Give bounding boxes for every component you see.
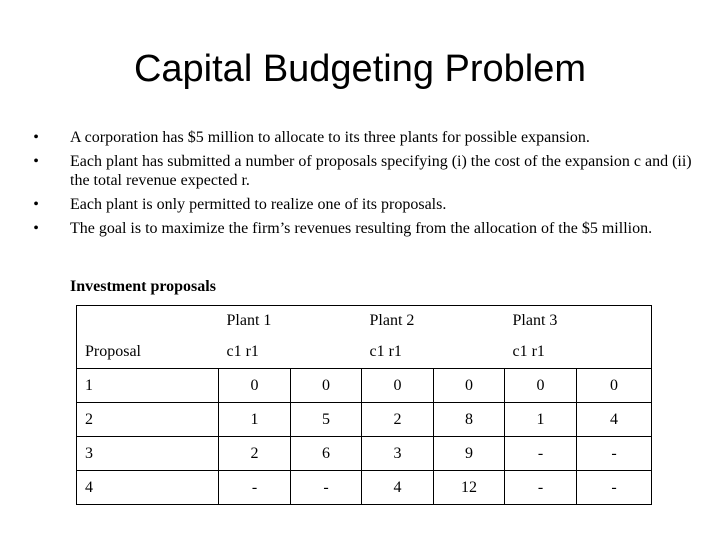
plant-2-cost-cell: 2: [362, 403, 434, 437]
plant-3-cost-cell: 0: [505, 369, 577, 403]
proposal-cell: 1: [77, 369, 219, 403]
plant-2-subheader: c1 r1: [369, 343, 402, 360]
proposal-cell: 2: [77, 403, 219, 437]
table-subheader-row: [77, 336, 652, 369]
plant-1-subheader: c1 r1: [226, 343, 259, 360]
plant-2-header: Plant 2: [362, 306, 505, 337]
plant-2-cost-cell: 4: [362, 471, 434, 505]
plant-1-header: Plant 1: [219, 306, 362, 337]
plant-3-revenue-cell: 4: [577, 403, 652, 437]
plant-1-cost-cell: -: [219, 471, 291, 505]
bullet-list: [30, 128, 700, 243]
bullet-text: Each plant is only permitted to realize one of its proposals.: [70, 196, 447, 213]
bullet-text: A corporation has $5 million to allocate to its three plants for possible expansion.: [70, 129, 590, 146]
bullet-marker: •: [33, 220, 39, 237]
plant-3-cost-cell: -: [505, 437, 577, 471]
plant-1-cost-cell: 1: [219, 403, 291, 437]
plant-3-revenue-cell: 0: [577, 369, 652, 403]
plant-3-revenue-cell: -: [577, 437, 652, 471]
plant-3-cost-cell: 1: [505, 403, 577, 437]
proposal-header: Proposal: [77, 336, 219, 369]
proposal-cell: 3: [77, 437, 219, 471]
table-caption: Investment proposals: [70, 278, 216, 295]
table-row: [77, 369, 652, 403]
plant-1-revenue-cell: -: [291, 471, 362, 505]
table-row: [77, 471, 652, 505]
bullet-text: The goal is to maximize the firm’s revenues resulting from the allocation of the $5 million.: [70, 220, 653, 237]
plant-3-header: Plant 3: [505, 306, 652, 337]
table-row: [77, 437, 652, 471]
table-row: [77, 403, 652, 437]
bullet-text: Each plant has submitted a number of proposals specifying (i) the cost of the expansion c and (ii) the total revenue expected r.: [70, 153, 692, 189]
empty-header-cell: [77, 306, 219, 337]
plant-1-revenue-cell: 0: [291, 369, 362, 403]
bullet-marker: •: [33, 129, 39, 146]
bullet-item: [30, 195, 700, 214]
bullet-item: [30, 152, 700, 190]
plant-3-revenue-cell: -: [577, 471, 652, 505]
plant-1-cost-cell: 2: [219, 437, 291, 471]
plant-2-revenue-cell: 8: [434, 403, 505, 437]
bullet-marker: •: [33, 153, 39, 170]
plant-1-revenue-cell: 6: [291, 437, 362, 471]
investment-proposals-table: [76, 305, 652, 505]
bullet-item: [30, 128, 700, 147]
plant-2-revenue-cell: 0: [434, 369, 505, 403]
bullet-item: [30, 219, 700, 238]
plant-2-cost-cell: 3: [362, 437, 434, 471]
plant-2-cost-cell: 0: [362, 369, 434, 403]
slide-title: Capital Budgeting Problem: [133, 48, 587, 90]
table-header-row: [77, 306, 652, 337]
bullet-marker: •: [33, 196, 39, 213]
plant-2-revenue-cell: 9: [434, 437, 505, 471]
plant-2-revenue-cell: 12: [434, 471, 505, 505]
plant-3-subheader: c1 r1: [505, 336, 652, 369]
plant-1-revenue-cell: 5: [291, 403, 362, 437]
plant-3-cost-cell: -: [505, 471, 577, 505]
plant-1-cost-cell: 0: [219, 369, 291, 403]
proposal-cell: 4: [77, 471, 219, 505]
